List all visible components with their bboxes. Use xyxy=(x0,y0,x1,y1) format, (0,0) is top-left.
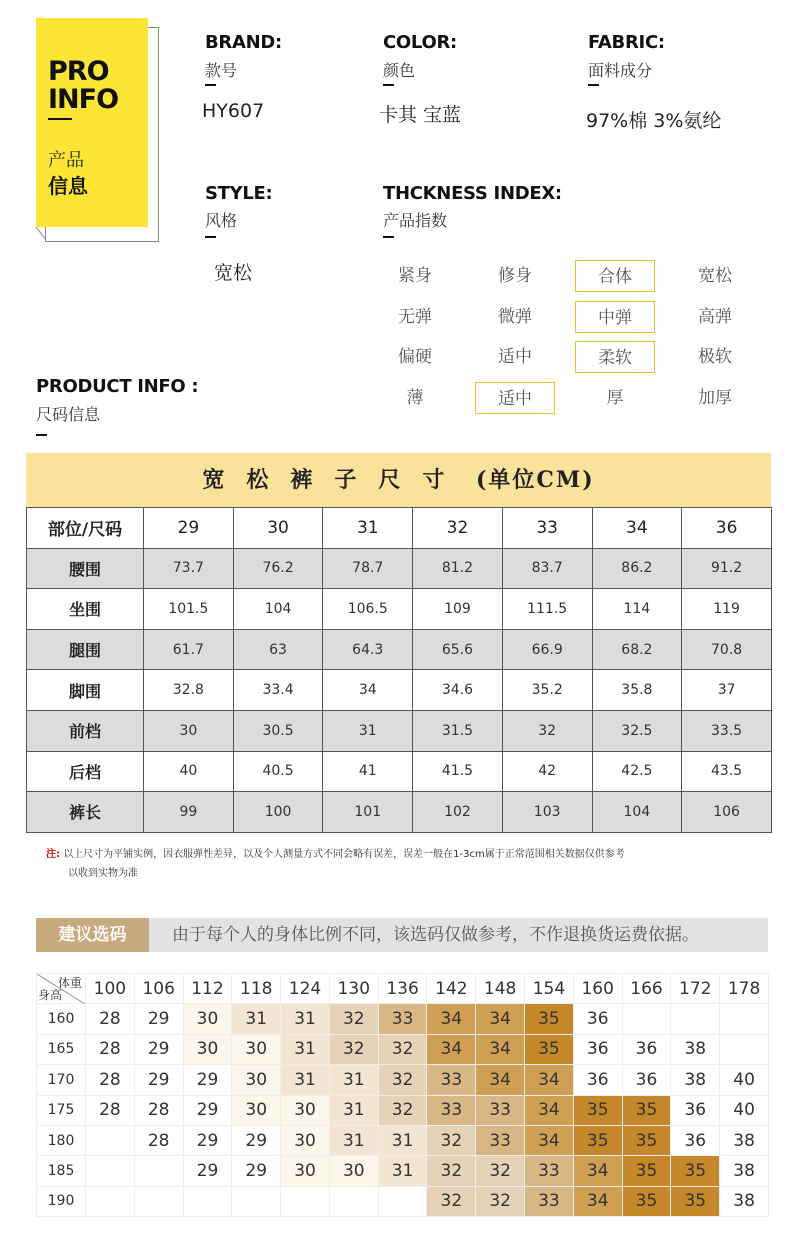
thickness-option: 修身 xyxy=(498,266,532,286)
thickness-label-cn: 产品指数 xyxy=(383,211,448,230)
product-info-label: PRODUCT INFO : xyxy=(36,376,199,397)
fabric-value: 97%棉 3%氨纶 xyxy=(586,110,722,132)
card-dash xyxy=(48,118,72,120)
thickness-option-selected: 中弹 xyxy=(575,301,655,333)
recommend-cell: 31 xyxy=(329,1095,378,1125)
thickness-option-selected: 适中 xyxy=(475,382,555,414)
size-cell: 40 xyxy=(144,751,234,792)
recommend-cell: 34 xyxy=(525,1065,574,1095)
recommend-cell: 31 xyxy=(329,1125,378,1155)
recommend-cell: 32 xyxy=(427,1156,476,1186)
size-cell: 32.8 xyxy=(144,670,234,711)
size-cell: 66.9 xyxy=(502,629,592,670)
recommend-cell: 34 xyxy=(525,1095,574,1125)
recommend-cell xyxy=(86,1186,135,1216)
recommend-cell: 29 xyxy=(232,1156,281,1186)
size-table-header xyxy=(27,508,772,549)
color-label: COLOR: xyxy=(383,32,457,53)
size-header-cell: 33 xyxy=(502,508,592,549)
recommend-cell xyxy=(720,1004,769,1034)
size-cell: 99 xyxy=(144,792,234,833)
product-info-label-cn: 尺码信息 xyxy=(36,405,101,424)
recommend-cell: 40 xyxy=(720,1065,769,1095)
recommend-cell: 30 xyxy=(232,1095,281,1125)
recommend-cell: 36 xyxy=(622,1034,671,1064)
recommend-cell: 33 xyxy=(476,1095,525,1125)
recommend-cell: 30 xyxy=(281,1156,330,1186)
recommend-row xyxy=(37,1125,769,1155)
recommend-cell: 34 xyxy=(476,1034,525,1064)
size-cell: 37 xyxy=(682,670,772,711)
weight-header-cell: 112 xyxy=(183,974,232,1004)
recommend-cell xyxy=(378,1186,427,1216)
recommend-cell: 29 xyxy=(183,1095,232,1125)
size-table-row xyxy=(27,629,772,670)
recommend-cell xyxy=(134,1186,183,1216)
recommend-cell: 36 xyxy=(573,1004,622,1034)
recommend-cell: 29 xyxy=(183,1065,232,1095)
recommend-cell: 29 xyxy=(134,1065,183,1095)
size-header-cell: 32 xyxy=(413,508,503,549)
recommend-cell: 35 xyxy=(671,1156,720,1186)
size-cell: 73.7 xyxy=(144,548,234,589)
size-table-title xyxy=(26,453,771,507)
recommend-cell: 31 xyxy=(378,1156,427,1186)
card-cn-line2: 信息 xyxy=(48,174,88,198)
thickness-option: 无弹 xyxy=(398,307,432,327)
fabric-label-cn: 面料成分 xyxy=(588,61,653,80)
size-cell: 31.5 xyxy=(413,710,503,751)
weight-header-cell: 124 xyxy=(281,974,330,1004)
recommend-cell: 31 xyxy=(232,1004,281,1034)
size-cell: 30 xyxy=(144,710,234,751)
recommend-cell: 31 xyxy=(281,1065,330,1095)
brand-label-cn: 款号 xyxy=(205,61,238,80)
recommend-cell: 28 xyxy=(86,1004,135,1034)
recommend-cell: 28 xyxy=(86,1095,135,1125)
color-value: 卡其 宝蓝 xyxy=(379,104,462,126)
height-cell: 185 xyxy=(37,1156,86,1186)
weight-header-cell: 130 xyxy=(329,974,378,1004)
size-row-label: 脚围 xyxy=(27,670,144,711)
recommend-cell xyxy=(671,1004,720,1034)
size-cell: 81.2 xyxy=(413,548,503,589)
recommend-cell: 32 xyxy=(427,1125,476,1155)
recommend-cell: 34 xyxy=(427,1004,476,1034)
size-cell: 32 xyxy=(502,710,592,751)
recommend-cell: 33 xyxy=(525,1156,574,1186)
recommend-cell: 36 xyxy=(573,1065,622,1095)
size-cell: 91.2 xyxy=(682,548,772,589)
size-note xyxy=(46,845,625,883)
thickness-option: 厚 xyxy=(606,388,624,408)
size-cell: 64.3 xyxy=(323,629,413,670)
recommend-cell xyxy=(183,1186,232,1216)
size-cell: 65.6 xyxy=(413,629,503,670)
recommend-corner xyxy=(37,974,86,1004)
size-table xyxy=(26,507,772,833)
recommend-cell: 38 xyxy=(671,1034,720,1064)
height-cell: 180 xyxy=(37,1125,86,1155)
thickness-option-selected: 合体 xyxy=(575,260,655,292)
size-cell: 83.7 xyxy=(502,548,592,589)
recommend-row xyxy=(37,1095,769,1125)
recommend-cell: 30 xyxy=(232,1034,281,1064)
size-header-cell: 29 xyxy=(144,508,234,549)
size-cell: 63 xyxy=(233,629,323,670)
weight-label: 体重 xyxy=(57,976,82,990)
recommend-cell: 32 xyxy=(476,1186,525,1216)
thickness-label: THCKNESS INDEX: xyxy=(383,183,562,204)
recommend-cell: 33 xyxy=(476,1125,525,1155)
recommend-cell: 36 xyxy=(573,1034,622,1064)
height-cell: 190 xyxy=(37,1186,86,1216)
recommend-cell: 30 xyxy=(232,1065,281,1095)
size-table-title-main: 宽松裤子尺寸 xyxy=(202,467,467,493)
thickness-option: 微弹 xyxy=(498,307,532,327)
height-cell: 160 xyxy=(37,1004,86,1034)
thickness-option: 适中 xyxy=(498,347,532,367)
recommend-cell: 33 xyxy=(427,1095,476,1125)
size-cell: 35.8 xyxy=(592,670,682,711)
height-label: 身高 xyxy=(38,988,63,1003)
recommend-cell: 34 xyxy=(525,1125,574,1155)
style-label: STYLE: xyxy=(205,183,273,204)
size-cell: 41 xyxy=(323,751,413,792)
recommend-cell xyxy=(720,1034,769,1064)
recommend-banner xyxy=(36,918,768,952)
brand-dash xyxy=(205,84,216,86)
weight-header-cell: 178 xyxy=(720,974,769,1004)
recommend-cell: 30 xyxy=(183,1004,232,1034)
recommend-cell: 30 xyxy=(329,1156,378,1186)
recommend-cell: 30 xyxy=(183,1034,232,1064)
size-table-title-unit: (单位CM) xyxy=(476,467,595,493)
thickness-option: 紧身 xyxy=(398,266,432,286)
size-table-row xyxy=(27,670,772,711)
size-cell: 104 xyxy=(592,792,682,833)
thickness-option: 偏硬 xyxy=(398,347,432,367)
style-label-cn: 风格 xyxy=(205,211,238,230)
size-cell: 30.5 xyxy=(233,710,323,751)
recommend-cell: 28 xyxy=(86,1065,135,1095)
recommend-cell: 35 xyxy=(525,1004,574,1034)
fabric-dash xyxy=(588,84,599,86)
recommend-cell: 35 xyxy=(622,1156,671,1186)
size-cell: 104 xyxy=(233,589,323,630)
weight-header-cell: 166 xyxy=(622,974,671,1004)
weight-header-cell: 136 xyxy=(378,974,427,1004)
size-cell: 41.5 xyxy=(413,751,503,792)
weight-header-cell: 100 xyxy=(86,974,135,1004)
weight-header-cell: 160 xyxy=(573,974,622,1004)
recommend-cell: 31 xyxy=(329,1065,378,1095)
recommend-cell: 29 xyxy=(183,1125,232,1155)
height-cell: 165 xyxy=(37,1034,86,1064)
size-cell: 101 xyxy=(323,792,413,833)
recommend-cell: 28 xyxy=(86,1034,135,1064)
recommend-cell: 29 xyxy=(134,1034,183,1064)
thickness-dash xyxy=(383,236,394,238)
recommend-cell xyxy=(134,1156,183,1186)
recommend-cell: 33 xyxy=(378,1004,427,1034)
recommend-row xyxy=(37,1186,769,1216)
height-cell: 170 xyxy=(37,1065,86,1095)
size-table-row xyxy=(27,751,772,792)
recommend-cell xyxy=(232,1186,281,1216)
recommend-row xyxy=(37,1156,769,1186)
recommend-cell: 35 xyxy=(671,1186,720,1216)
card-cn-line1: 产品 xyxy=(48,150,84,171)
recommend-cell: 32 xyxy=(378,1095,427,1125)
recommend-cell: 38 xyxy=(671,1065,720,1095)
size-table-row xyxy=(27,548,772,589)
size-row-label: 腰围 xyxy=(27,548,144,589)
size-cell: 109 xyxy=(413,589,503,630)
recommend-cell: 29 xyxy=(183,1156,232,1186)
size-header-cell: 30 xyxy=(233,508,323,549)
thickness-option-selected: 柔软 xyxy=(575,341,655,373)
recommend-cell: 34 xyxy=(476,1065,525,1095)
weight-header-cell: 148 xyxy=(476,974,525,1004)
recommend-cell: 32 xyxy=(378,1034,427,1064)
recommend-cell: 32 xyxy=(427,1186,476,1216)
recommend-cell: 28 xyxy=(134,1095,183,1125)
size-header-cell: 31 xyxy=(323,508,413,549)
size-header-cell: 34 xyxy=(592,508,682,549)
size-row-label: 坐围 xyxy=(27,589,144,630)
recommend-cell: 35 xyxy=(622,1125,671,1155)
size-table-row xyxy=(27,589,772,630)
size-cell: 102 xyxy=(413,792,503,833)
recommend-row xyxy=(37,1034,769,1064)
recommend-cell: 33 xyxy=(427,1065,476,1095)
size-cell: 33.5 xyxy=(682,710,772,751)
size-cell: 86.2 xyxy=(592,548,682,589)
size-cell: 100 xyxy=(233,792,323,833)
recommend-row xyxy=(37,1004,769,1034)
size-cell: 76.2 xyxy=(233,548,323,589)
size-cell: 70.8 xyxy=(682,629,772,670)
recommend-cell: 29 xyxy=(232,1125,281,1155)
size-cell: 42.5 xyxy=(592,751,682,792)
thickness-option: 高弹 xyxy=(698,307,732,327)
size-cell: 101.5 xyxy=(144,589,234,630)
recommend-tag: 建议选码 xyxy=(36,918,149,952)
product-info-dash xyxy=(36,434,47,436)
recommend-cell: 34 xyxy=(476,1004,525,1034)
weight-header-cell: 154 xyxy=(525,974,574,1004)
recommend-cell: 35 xyxy=(573,1095,622,1125)
weight-header-cell: 118 xyxy=(232,974,281,1004)
size-cell: 106 xyxy=(682,792,772,833)
size-table-row xyxy=(27,792,772,833)
weight-header-cell: 172 xyxy=(671,974,720,1004)
size-cell: 34.6 xyxy=(413,670,503,711)
thickness-option: 薄 xyxy=(406,388,424,408)
recommend-cell: 38 xyxy=(720,1156,769,1186)
size-cell: 35.2 xyxy=(502,670,592,711)
height-cell: 175 xyxy=(37,1095,86,1125)
recommend-cell: 34 xyxy=(573,1156,622,1186)
recommend-cell: 34 xyxy=(427,1034,476,1064)
brand-value: HY607 xyxy=(202,100,265,122)
recommend-cell xyxy=(281,1186,330,1216)
size-cell: 42 xyxy=(502,751,592,792)
recommend-cell: 31 xyxy=(281,1004,330,1034)
size-table-row xyxy=(27,710,772,751)
recommend-cell: 38 xyxy=(720,1186,769,1216)
style-value: 宽松 xyxy=(214,262,253,284)
size-header-cell: 部位/尺码 xyxy=(27,508,144,549)
recommend-cell: 28 xyxy=(134,1125,183,1155)
recommend-cell: 33 xyxy=(525,1186,574,1216)
size-row-label: 后档 xyxy=(27,751,144,792)
recommend-cell: 32 xyxy=(378,1065,427,1095)
recommend-text: 由于每个人的身体比例不同，该选码仅做参考，不作退换货运费依据。 xyxy=(172,925,699,945)
note-line1: 以上尺寸为平铺实例，因衣服弹性差异，以及个人测量方式不同会略有误差，误差一般在1-3cm属于正常范围相关数据仅供参考 xyxy=(63,849,625,860)
recommend-row xyxy=(37,1065,769,1095)
size-row-label: 前档 xyxy=(27,710,144,751)
recommend-cell: 29 xyxy=(134,1004,183,1034)
note-line2: 以收到实物为准 xyxy=(68,868,138,879)
recommend-cell xyxy=(622,1004,671,1034)
size-row-label: 裤长 xyxy=(27,792,144,833)
recommend-cell: 35 xyxy=(573,1125,622,1155)
color-dash xyxy=(383,84,394,86)
size-cell: 32.5 xyxy=(592,710,682,751)
size-cell: 31 xyxy=(323,710,413,751)
recommend-cell: 36 xyxy=(671,1095,720,1125)
recommend-cell: 30 xyxy=(281,1125,330,1155)
size-row-label: 腿围 xyxy=(27,629,144,670)
size-cell: 106.5 xyxy=(323,589,413,630)
card-fold xyxy=(36,227,48,241)
recommend-cell xyxy=(329,1186,378,1216)
size-cell: 68.2 xyxy=(592,629,682,670)
recommend-cell: 38 xyxy=(720,1125,769,1155)
weight-header-cell: 142 xyxy=(427,974,476,1004)
color-label-cn: 颜色 xyxy=(383,61,416,80)
size-cell: 111.5 xyxy=(502,589,592,630)
recommend-cell: 36 xyxy=(671,1125,720,1155)
size-cell: 119 xyxy=(682,589,772,630)
recommend-cell xyxy=(86,1156,135,1186)
recommend-cell: 32 xyxy=(329,1004,378,1034)
size-header-cell: 36 xyxy=(682,508,772,549)
fabric-label: FABRIC: xyxy=(588,32,665,53)
recommend-cell xyxy=(86,1125,135,1155)
thickness-option: 宽松 xyxy=(698,266,732,286)
recommend-cell: 31 xyxy=(281,1034,330,1064)
size-cell: 61.7 xyxy=(144,629,234,670)
size-cell: 33.4 xyxy=(233,670,323,711)
recommend-cell: 32 xyxy=(329,1034,378,1064)
recommend-header xyxy=(37,974,769,1004)
recommend-cell: 34 xyxy=(573,1186,622,1216)
note-label: 注: xyxy=(46,849,60,860)
recommend-cell: 36 xyxy=(622,1065,671,1095)
thickness-option: 加厚 xyxy=(698,388,732,408)
brand-label: BRAND: xyxy=(205,32,282,53)
weight-header-cell: 106 xyxy=(134,974,183,1004)
pro-info-title: PRO INFO xyxy=(48,56,119,115)
size-cell: 40.5 xyxy=(233,751,323,792)
size-cell: 114 xyxy=(592,589,682,630)
size-cell: 34 xyxy=(323,670,413,711)
style-dash xyxy=(205,236,216,238)
recommend-cell: 35 xyxy=(622,1095,671,1125)
size-cell: 103 xyxy=(502,792,592,833)
recommend-cell: 32 xyxy=(476,1156,525,1186)
recommend-cell: 30 xyxy=(281,1095,330,1125)
size-cell: 78.7 xyxy=(323,548,413,589)
recommend-cell: 35 xyxy=(525,1034,574,1064)
size-recommend-table xyxy=(36,973,769,1217)
recommend-cell: 35 xyxy=(622,1186,671,1216)
size-cell: 43.5 xyxy=(682,751,772,792)
recommend-cell: 40 xyxy=(720,1095,769,1125)
recommend-cell: 31 xyxy=(378,1125,427,1155)
thickness-option: 极软 xyxy=(698,347,732,367)
